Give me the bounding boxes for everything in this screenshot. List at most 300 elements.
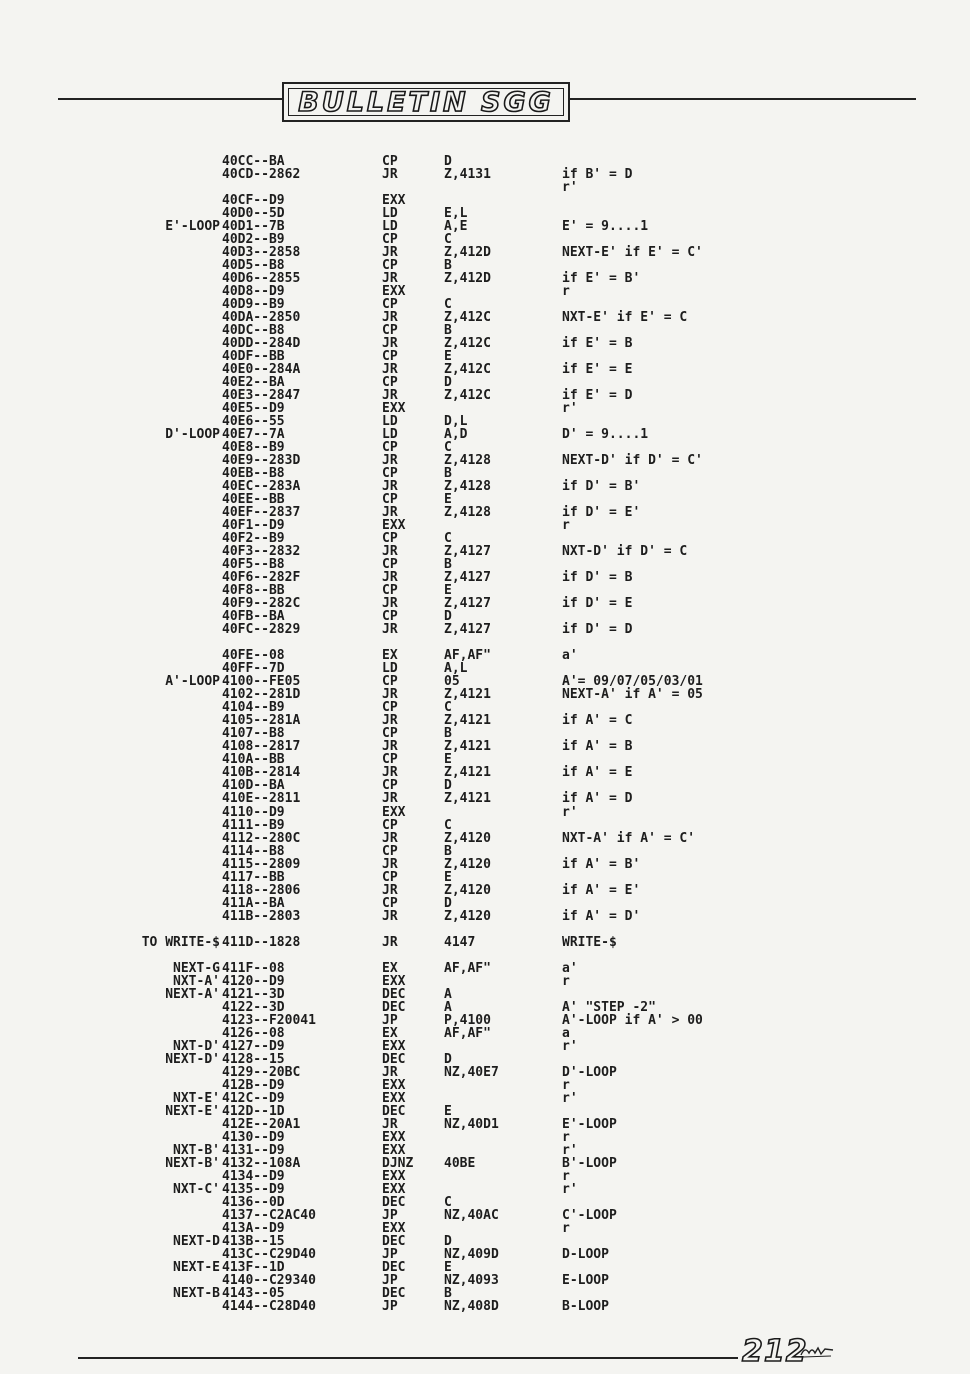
row-address: 4128--15	[222, 1051, 285, 1067]
row-opcode: EXX	[382, 1142, 406, 1158]
row-operand: D	[444, 1051, 452, 1067]
row-label: NEXT-G	[173, 960, 220, 976]
row-opcode: DEC	[382, 1285, 406, 1301]
row-opcode: CP	[382, 726, 398, 742]
row-opcode: CP	[382, 349, 398, 365]
row-opcode: DJNZ	[382, 1155, 414, 1171]
row-operand: D	[444, 1233, 452, 1249]
row-operand: Z,412C	[444, 336, 491, 352]
row-comment: r	[562, 1077, 570, 1093]
row-operand: Z,4121	[444, 687, 491, 703]
row-address: 40DC--B8	[222, 323, 285, 339]
row-opcode: CP	[382, 375, 398, 391]
row-address: 413F--1D	[222, 1259, 285, 1275]
row-operand: 05	[444, 674, 460, 690]
row-opcode: CP	[382, 583, 398, 599]
row-operand: NZ,40AC	[444, 1207, 499, 1223]
row-operand: B	[444, 557, 452, 573]
row-comment: B'-LOOP	[562, 1155, 617, 1171]
row-address: 4118--2806	[222, 882, 301, 898]
row-operand: AF,AF"	[444, 648, 491, 664]
row-address: 40D9--B9	[222, 297, 285, 313]
row-opcode: CP	[382, 323, 398, 339]
row-opcode: JR	[382, 791, 398, 807]
row-address: 40F1--D9	[222, 518, 285, 534]
row-operand: Z,412D	[444, 245, 491, 261]
row-address: 410E--2811	[222, 791, 301, 807]
row-address: 40FC--2829	[222, 622, 301, 638]
footer-rule	[78, 1357, 738, 1359]
row-opcode: LD	[382, 427, 398, 443]
row-address: 4114--B8	[222, 843, 285, 859]
row-opcode: JR	[382, 1064, 398, 1080]
row-operand: Z,4127	[444, 596, 491, 612]
row-operand: E	[444, 349, 452, 365]
row-operand: B	[444, 1285, 452, 1301]
row-operand: C	[444, 232, 452, 248]
row-operand: Z,4127	[444, 622, 491, 638]
row-address: 40DF--BB	[222, 349, 285, 365]
row-comment: if E' = B'	[562, 271, 641, 287]
row-operand: C	[444, 817, 452, 833]
row-comment: D' = 9....1	[562, 427, 649, 443]
row-address: 411A--BA	[222, 895, 285, 911]
row-address: 4122--3D	[222, 999, 285, 1015]
row-operand: Z,4120	[444, 856, 491, 872]
row-address: 40F5--B8	[222, 557, 285, 573]
row-opcode: CP	[382, 440, 398, 456]
row-label: A'-LOOP	[165, 674, 220, 690]
row-opcode: JR	[382, 336, 398, 352]
row-comment: A'-LOOP if A' > 00	[562, 1012, 703, 1028]
row-operand: B	[444, 258, 452, 274]
row-address: 4111--B9	[222, 817, 285, 833]
row-opcode: EXX	[382, 1090, 406, 1106]
row-opcode: JR	[382, 479, 398, 495]
row-comment: if A' = C	[562, 713, 633, 729]
row-comment: E-LOOP	[562, 1272, 609, 1288]
row-label: NEXT-D'	[165, 1051, 220, 1067]
row-comment: E'-LOOP	[562, 1116, 617, 1132]
row-opcode: JP	[382, 1012, 398, 1028]
row-address: 4135--D9	[222, 1181, 285, 1197]
row-operand: Z,412C	[444, 388, 491, 404]
row-opcode: JR	[382, 596, 398, 612]
row-address: 40F3--2832	[222, 544, 301, 560]
row-operand: C	[444, 531, 452, 547]
row-label: NXT-B'	[173, 1142, 220, 1158]
row-opcode: JR	[382, 765, 398, 781]
row-address: 40D2--B9	[222, 232, 285, 248]
logo-title: BULLETIN SGG	[298, 86, 554, 118]
row-comment: r'	[562, 180, 578, 196]
row-opcode: JR	[382, 830, 398, 846]
row-address: 40E2--BA	[222, 375, 285, 391]
row-opcode: JR	[382, 1116, 398, 1132]
row-opcode: CP	[382, 817, 398, 833]
row-opcode: EXX	[382, 1129, 406, 1145]
row-opcode: CP	[382, 869, 398, 885]
row-address: 4129--20BC	[222, 1064, 301, 1080]
row-address: 40FE--08	[222, 648, 285, 664]
row-label: NEXT-A'	[165, 986, 220, 1002]
row-address: 412C--D9	[222, 1090, 285, 1106]
row-comment: r'	[562, 1181, 578, 1197]
row-opcode: EXX	[382, 1168, 406, 1184]
row-operand: Z,4127	[444, 544, 491, 560]
row-comment: D-LOOP	[562, 1246, 609, 1262]
row-comment: if E' = D	[562, 388, 633, 404]
row-opcode: EX	[382, 960, 398, 976]
row-comment: a'	[562, 648, 578, 664]
row-address: 4140--C29340	[222, 1272, 316, 1288]
row-operand: 4147	[444, 934, 476, 950]
row-opcode: JR	[382, 310, 398, 326]
row-operand: Z,412C	[444, 362, 491, 378]
row-comment: if A' = D	[562, 791, 633, 807]
row-address: 40D5--B8	[222, 258, 285, 274]
row-address: 4130--D9	[222, 1129, 285, 1145]
row-operand: D	[444, 778, 452, 794]
row-comment: if B' = D	[562, 167, 633, 182]
row-address: 411D--1828	[222, 934, 301, 950]
row-address: 40E9--283D	[222, 453, 301, 469]
row-address: 40DD--284D	[222, 336, 301, 352]
row-opcode: DEC	[382, 1194, 406, 1210]
row-operand: AF,AF"	[444, 960, 491, 976]
row-comment: r'	[562, 1090, 578, 1106]
row-address: 4123--F20041	[222, 1012, 316, 1028]
row-opcode: CP	[382, 297, 398, 313]
row-address: 4134--D9	[222, 1168, 285, 1184]
row-address: 4132--108A	[222, 1155, 301, 1171]
row-opcode: CP	[382, 466, 398, 482]
row-comment: NXT-D' if D' = C	[562, 544, 688, 560]
row-address: 40E7--7A	[222, 427, 285, 443]
row-address: 40E0--284A	[222, 362, 301, 378]
row-opcode: JR	[382, 453, 398, 469]
row-opcode: JR	[382, 882, 398, 898]
row-address: 4131--D9	[222, 1142, 285, 1158]
row-label: NEXT-E'	[165, 1103, 220, 1119]
row-operand: NZ,4093	[444, 1272, 499, 1288]
row-address: 4121--3D	[222, 986, 285, 1002]
row-opcode: EXX	[382, 518, 406, 534]
row-address: 4144--C28D40	[222, 1298, 316, 1314]
row-opcode: EXX	[382, 284, 406, 300]
row-operand: E	[444, 492, 452, 508]
row-opcode: EX	[382, 648, 398, 664]
row-operand: Z,4128	[444, 505, 491, 521]
row-operand: D	[444, 375, 452, 391]
row-comment: NEXT-A' if A' = 05	[562, 687, 703, 703]
row-address: 411B--2803	[222, 908, 301, 924]
row-address: 412E--20A1	[222, 1116, 301, 1132]
row-operand: Z,4120	[444, 882, 491, 898]
row-comment: if D' = E'	[562, 505, 641, 521]
row-comment: a'	[562, 960, 578, 976]
row-comment: WRITE-$	[562, 934, 617, 950]
row-operand: E,L	[444, 206, 468, 222]
row-comment: NXT-E' if E' = C	[562, 310, 688, 326]
row-opcode: EXX	[382, 193, 406, 209]
row-comment: E' = 9....1	[562, 219, 649, 235]
row-operand: NZ,408D	[444, 1298, 499, 1314]
row-comment: if A' = B	[562, 739, 633, 755]
row-opcode: JP	[382, 1246, 398, 1262]
row-comment: if A' = B'	[562, 856, 641, 872]
row-comment: C'-LOOP	[562, 1207, 617, 1223]
row-opcode: EX	[382, 1025, 398, 1041]
row-opcode: EXX	[382, 401, 406, 417]
row-opcode: DEC	[382, 1233, 406, 1249]
row-opcode: LD	[382, 219, 398, 235]
page-number: 212	[742, 1334, 808, 1369]
row-opcode: CP	[382, 752, 398, 768]
row-operand: Z,4120	[444, 908, 491, 924]
row-opcode: JR	[382, 570, 398, 586]
row-address: 40CF--D9	[222, 193, 285, 209]
row-opcode: CP	[382, 154, 398, 169]
row-opcode: CP	[382, 531, 398, 547]
row-operand: B	[444, 726, 452, 742]
row-operand: Z,412C	[444, 310, 491, 326]
row-address: 413C--C29D40	[222, 1246, 316, 1262]
row-comment: r'	[562, 401, 578, 417]
row-address: 4112--280C	[222, 830, 301, 846]
row-opcode: EXX	[382, 1220, 406, 1236]
row-address: 4105--281A	[222, 713, 301, 729]
row-label: NXT-D'	[173, 1038, 220, 1054]
row-comment: r'	[562, 1038, 578, 1054]
row-address: 412D--1D	[222, 1103, 285, 1119]
row-address: 4104--B9	[222, 700, 285, 716]
row-operand: Z,4131	[444, 167, 491, 182]
row-opcode: CP	[382, 674, 398, 690]
row-operand: E	[444, 1259, 452, 1275]
row-operand: B	[444, 323, 452, 339]
publisher-mark-icon	[800, 1344, 834, 1358]
row-opcode: JR	[382, 856, 398, 872]
row-operand: NZ,40E7	[444, 1064, 499, 1080]
row-opcode: LD	[382, 661, 398, 677]
row-operand: D,L	[444, 414, 468, 430]
row-opcode: JR	[382, 167, 398, 182]
row-opcode: JR	[382, 245, 398, 261]
row-address: 410D--BA	[222, 778, 285, 794]
row-operand: A,E	[444, 219, 468, 235]
row-address: 4100--FE05	[222, 674, 301, 690]
row-comment: r	[562, 518, 570, 534]
row-opcode: CP	[382, 700, 398, 716]
row-operand: A	[444, 999, 452, 1015]
row-operand: C	[444, 297, 452, 313]
row-comment: NEXT-E' if E' = C'	[562, 245, 703, 261]
row-comment: r'	[562, 804, 578, 820]
row-opcode: CP	[382, 843, 398, 859]
row-address: 40E8--B9	[222, 440, 285, 456]
row-label: NEXT-B'	[165, 1155, 220, 1171]
row-opcode: JP	[382, 1298, 398, 1314]
row-comment: r	[562, 973, 570, 989]
row-address: 40D6--2855	[222, 271, 301, 287]
row-label: NEXT-E	[173, 1259, 220, 1275]
row-address: 40E5--D9	[222, 401, 285, 417]
row-opcode: CP	[382, 492, 398, 508]
row-address: 40D3--2858	[222, 245, 301, 261]
row-comment: NXT-A' if A' = C'	[562, 830, 696, 846]
row-comment: if D' = D	[562, 622, 633, 638]
row-address: 413A--D9	[222, 1220, 285, 1236]
row-address: 40DA--2850	[222, 310, 301, 326]
row-comment: if E' = B	[562, 336, 633, 352]
row-opcode: LD	[382, 414, 398, 430]
row-operand: Z,4127	[444, 570, 491, 586]
row-opcode: JR	[382, 271, 398, 287]
row-operand: E	[444, 583, 452, 599]
row-operand: Z,4121	[444, 739, 491, 755]
row-opcode: JR	[382, 908, 398, 924]
row-address: 411F--08	[222, 960, 285, 976]
row-address: 410A--BB	[222, 752, 285, 768]
row-opcode: EXX	[382, 1181, 406, 1197]
row-opcode: DEC	[382, 1259, 406, 1275]
row-opcode: JP	[382, 1272, 398, 1288]
row-address: 4127--D9	[222, 1038, 285, 1054]
row-address: 4136--0D	[222, 1194, 285, 1210]
row-address: 4120--D9	[222, 973, 285, 989]
row-address: 40D0--5D	[222, 206, 285, 222]
row-address: 40FB--BA	[222, 609, 285, 625]
row-opcode: JR	[382, 362, 398, 378]
row-address: 40EF--2837	[222, 505, 301, 521]
row-comment: A' "STEP -2"	[562, 999, 656, 1015]
row-opcode: EXX	[382, 1077, 406, 1093]
row-label: NXT-C'	[173, 1181, 220, 1197]
row-label: NXT-E'	[173, 1090, 220, 1106]
row-operand: B	[444, 466, 452, 482]
row-address: 40E3--2847	[222, 388, 301, 404]
row-opcode: EXX	[382, 804, 406, 820]
row-operand: Z,412D	[444, 271, 491, 287]
row-comment: if D' = B'	[562, 479, 641, 495]
row-opcode: DEC	[382, 999, 406, 1015]
row-operand: D	[444, 609, 452, 625]
row-label: TO WRITE-$	[141, 934, 220, 950]
row-address: 40FF--7D	[222, 661, 285, 677]
row-comment: r'	[562, 1142, 578, 1158]
row-label: NXT-A'	[173, 973, 220, 989]
row-operand: A,L	[444, 661, 468, 677]
row-operand: NZ,409D	[444, 1246, 499, 1262]
row-operand: C	[444, 700, 452, 716]
row-operand: E	[444, 1103, 452, 1119]
row-operand: Z,4120	[444, 830, 491, 846]
row-address: 40CC--BA	[222, 154, 285, 169]
row-address: 40EE--BB	[222, 492, 285, 508]
row-address: 410B--2814	[222, 765, 301, 781]
row-address: 4126--08	[222, 1025, 285, 1041]
row-opcode: JR	[382, 934, 398, 950]
row-address: 40F2--B9	[222, 531, 285, 547]
row-address: 40F9--282C	[222, 596, 301, 612]
row-address: 4108--2817	[222, 739, 301, 755]
row-opcode: CP	[382, 778, 398, 794]
row-address: 4115--2809	[222, 856, 301, 872]
row-comment: if A' = E	[562, 765, 633, 781]
row-operand: B	[444, 843, 452, 859]
row-operand: A	[444, 986, 452, 1002]
row-comment: if E' = E	[562, 362, 633, 378]
row-address: 4137--C2AC40	[222, 1207, 316, 1223]
row-address: 4110--D9	[222, 804, 285, 820]
row-address: 40E6--55	[222, 414, 285, 430]
row-operand: Z,4121	[444, 765, 491, 781]
row-comment: r	[562, 1129, 570, 1145]
row-address: 4117--BB	[222, 869, 285, 885]
row-comment: r	[562, 1220, 570, 1236]
row-label: NEXT-B	[173, 1285, 220, 1301]
row-operand: Z,4128	[444, 479, 491, 495]
row-address: 412B--D9	[222, 1077, 285, 1093]
row-operand: D	[444, 895, 452, 911]
row-comment: D'-LOOP	[562, 1064, 617, 1080]
row-operand: AF,AF"	[444, 1025, 491, 1041]
row-operand: Z,4128	[444, 453, 491, 469]
row-comment: a	[562, 1025, 570, 1041]
row-opcode: DEC	[382, 1051, 406, 1067]
row-comment: if A' = E'	[562, 882, 641, 898]
row-opcode: JR	[382, 622, 398, 638]
row-address: 40EC--283A	[222, 479, 301, 495]
row-operand: P,4100	[444, 1012, 491, 1028]
row-address: 40CD--2862	[222, 167, 301, 182]
row-opcode: EXX	[382, 973, 406, 989]
row-opcode: JR	[382, 544, 398, 560]
row-address: 40F8--BB	[222, 583, 285, 599]
row-comment: r	[562, 284, 570, 300]
row-operand: Z,4121	[444, 791, 491, 807]
row-opcode: JR	[382, 687, 398, 703]
row-address: 40D8--D9	[222, 284, 285, 300]
row-label: E'-LOOP	[165, 219, 220, 235]
row-opcode: JR	[382, 505, 398, 521]
row-label: NEXT-D	[173, 1233, 220, 1249]
row-address: 40F6--282F	[222, 570, 301, 586]
row-operand: Z,4121	[444, 713, 491, 729]
row-opcode: EXX	[382, 1038, 406, 1054]
row-opcode: JR	[382, 388, 398, 404]
row-operand: E	[444, 752, 452, 768]
row-opcode: DEC	[382, 1103, 406, 1119]
row-address: 40D1--7B	[222, 219, 285, 235]
row-operand: C	[444, 440, 452, 456]
row-opcode: LD	[382, 206, 398, 222]
row-opcode: CP	[382, 232, 398, 248]
row-operand: 40BE	[444, 1155, 476, 1171]
row-comment: NEXT-D' if D' = C'	[562, 453, 703, 469]
row-address: 40EB--B8	[222, 466, 285, 482]
row-operand: E	[444, 869, 452, 885]
row-opcode: CP	[382, 557, 398, 573]
row-label: D'-LOOP	[165, 427, 220, 443]
row-comment: B-LOOP	[562, 1298, 609, 1314]
row-opcode: CP	[382, 258, 398, 274]
row-address: 413B--15	[222, 1233, 285, 1249]
row-opcode: JR	[382, 713, 398, 729]
row-comment: if A' = D'	[562, 908, 641, 924]
row-address: 4107--B8	[222, 726, 285, 742]
